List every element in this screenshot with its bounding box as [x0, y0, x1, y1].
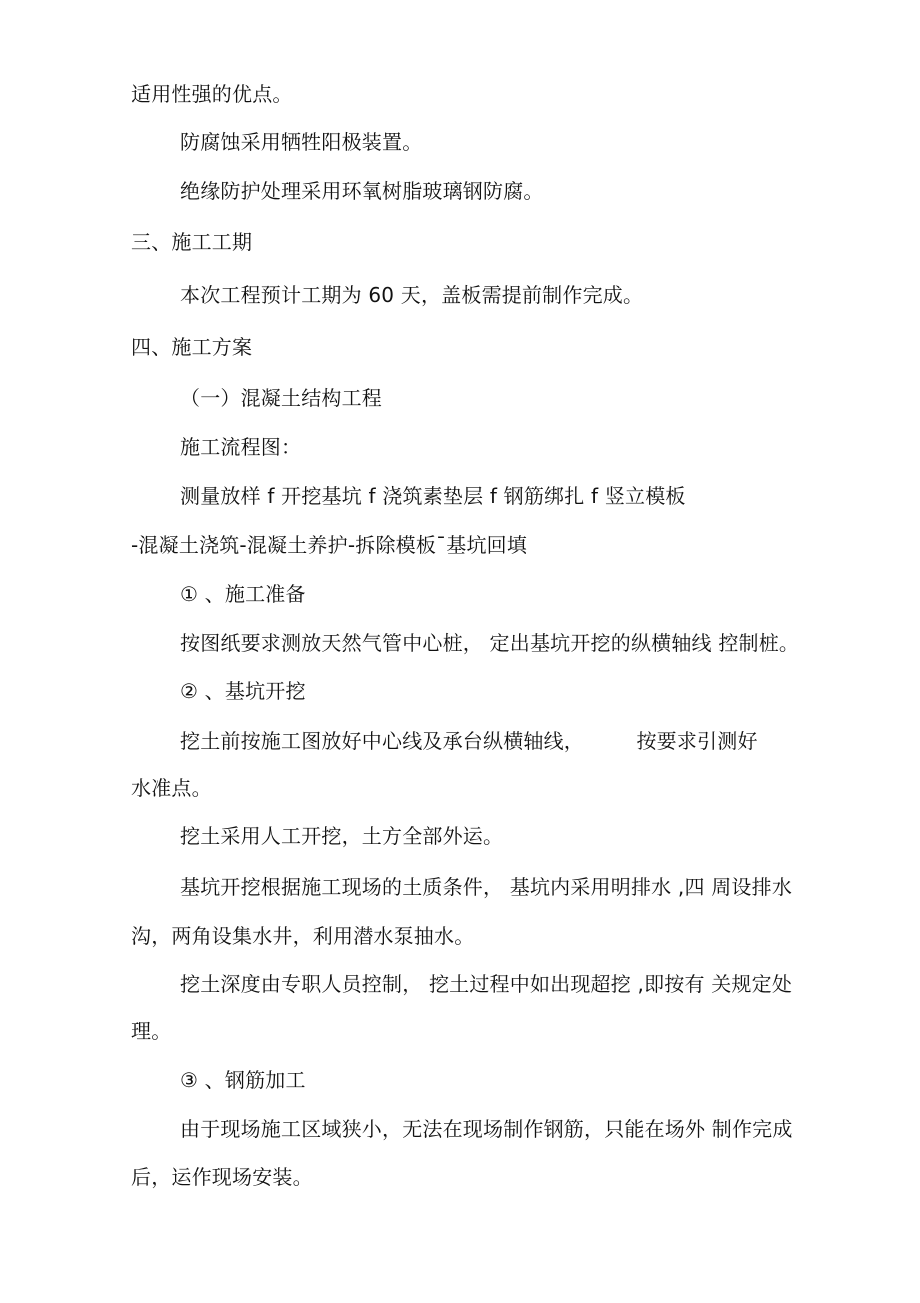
paragraph-line: 挖土前按施工图放好中心线及承台纵横轴线， 按要求引测好: [180, 729, 758, 753]
paragraph-line: 防腐蚀采用牺牲阳极装置。: [180, 130, 423, 154]
paragraph-line: 挖土深度由专职人员控制， 挖土过程中如出现超挖 ,即按有 关规定处: [180, 972, 793, 996]
paragraph-line: 施工流程图：: [180, 435, 302, 459]
section-heading-schedule: 三、施工工期: [131, 230, 253, 254]
subsection-heading-concrete: （一）混凝土结构工程: [180, 386, 382, 410]
paragraph-line: 基坑开挖根据施工现场的土质条件， 基坑内采用明排水 ,四 周设排水: [180, 875, 793, 899]
flowchart-line: 测量放样 f 开挖基坑 f 浇筑素垫层 f 钢筋绑扎 f 竖立模板: [180, 484, 686, 508]
paragraph-line: 水准点。: [131, 776, 212, 800]
paragraph-line: 绝缘防护处理采用环氧树脂玻璃钢防腐。: [180, 179, 544, 203]
paragraph-line: 挖土采用人工开挖，土方全部外运。: [180, 824, 504, 848]
paragraph-line: 适用性强的优点。: [131, 82, 293, 106]
paragraph-line: 按图纸要求测放天然气管中心桩， 定出基坑开挖的纵横轴线 控制桩。: [180, 631, 800, 655]
step-heading-excavation: ② 、基坑开挖: [180, 679, 306, 703]
step-heading-rebar: ③ 、钢筋加工: [180, 1068, 306, 1092]
paragraph-line: 本次工程预计工期为 60 天，盖板需提前制作完成。: [180, 283, 644, 307]
step-heading-preparation: ① 、施工准备: [180, 582, 306, 606]
flowchart-line: -混凝土浇筑-混凝土养护-拆除模板¯基坑回填: [131, 533, 528, 557]
paragraph-line: 沟，两角设集水井，利用潜水泵抽水。: [131, 924, 475, 948]
section-heading-plan: 四、施工方案: [131, 335, 253, 359]
paragraph-line: 理。: [131, 1019, 172, 1043]
paragraph-line: 后，运作现场安装。: [131, 1165, 313, 1189]
paragraph-line: 由于现场施工区域狭小，无法在现场制作钢筋，只能在场外 制作完成: [180, 1117, 793, 1141]
